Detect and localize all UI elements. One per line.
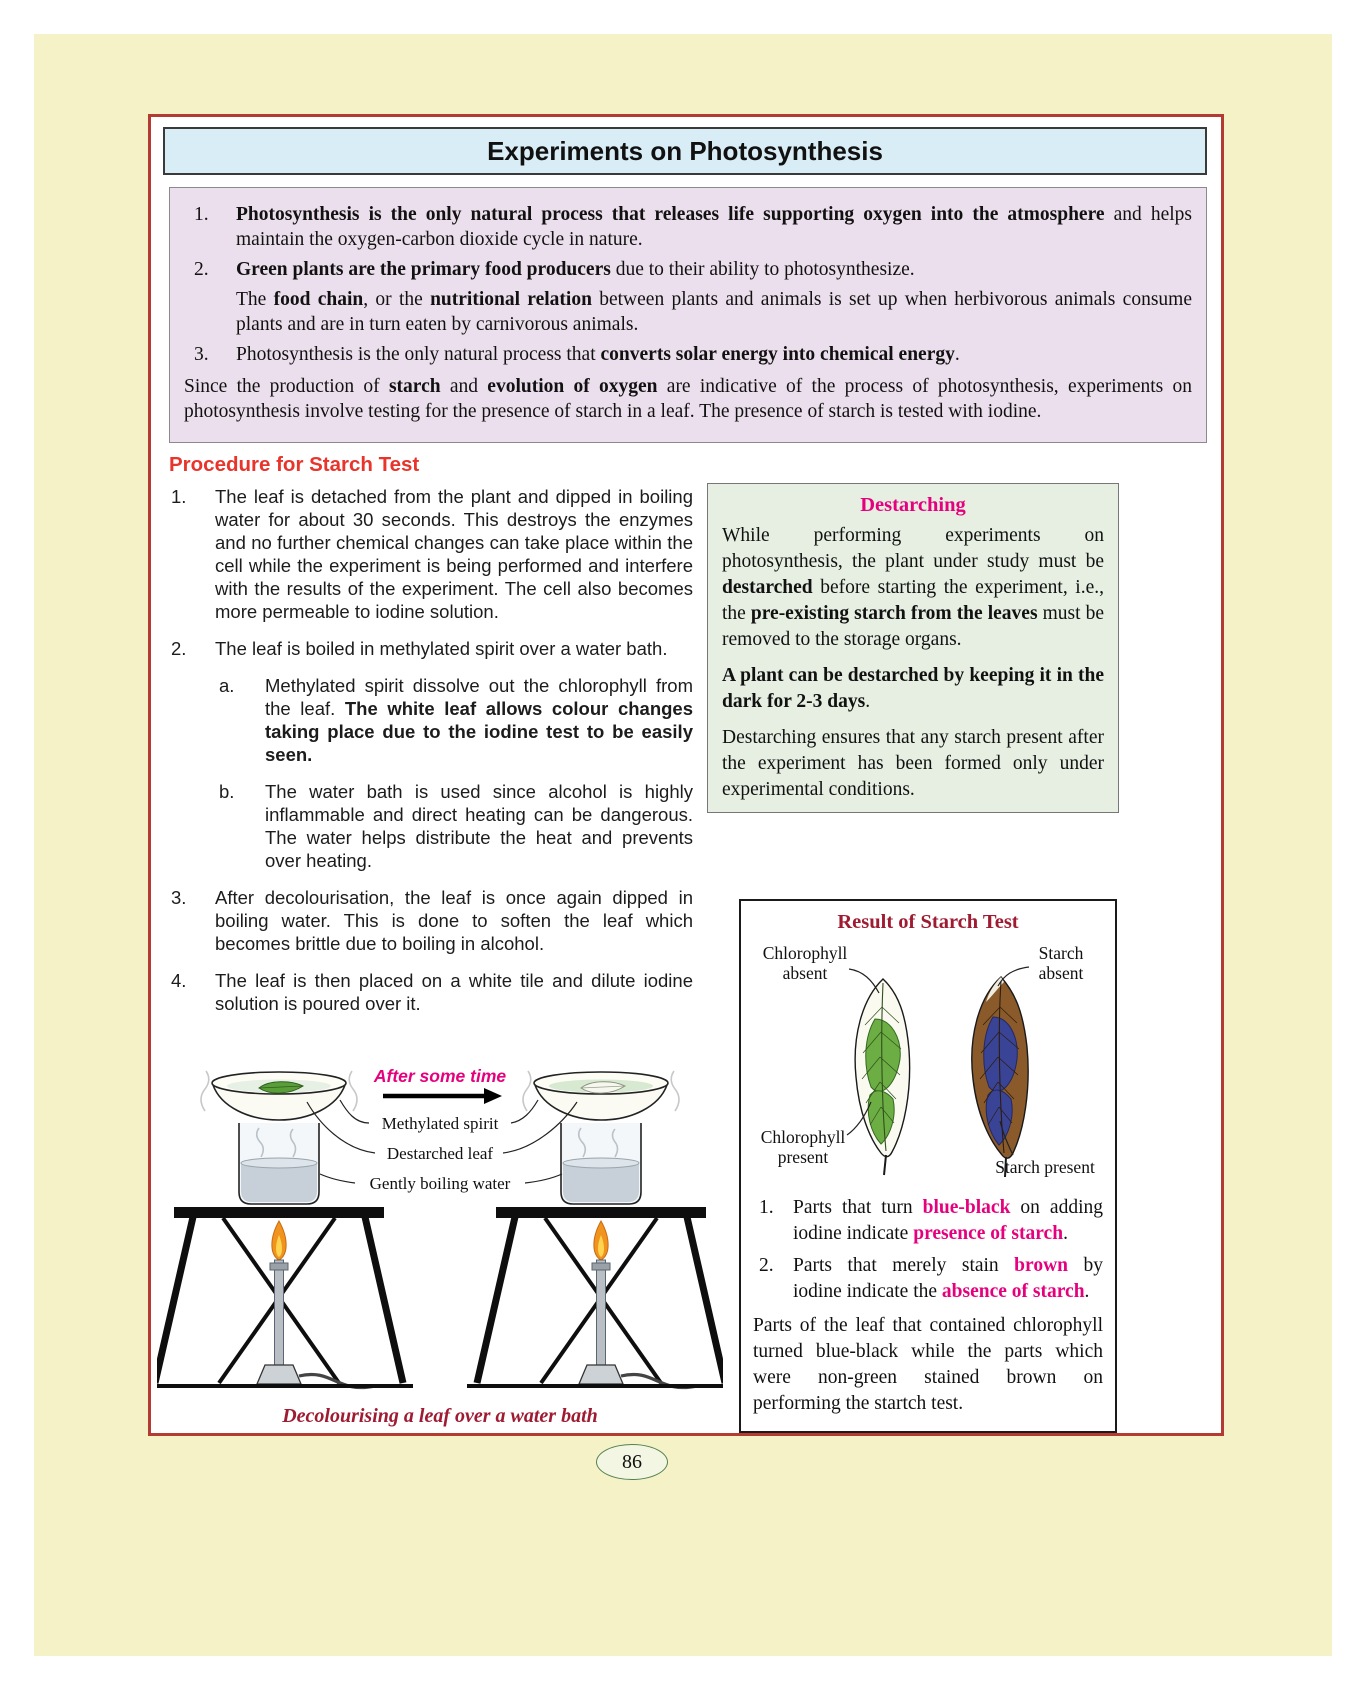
- procedure-step-3: [169, 886, 693, 955]
- starch-test-leaves-diagram: [753, 937, 1105, 1189]
- leader-line: [525, 1174, 562, 1183]
- starch-absent-label: Starch: [1038, 943, 1084, 963]
- text-segment: between plants and animals is set up when herbivorous animals consume plants and are in turn eaten by carnivorous animals.: [236, 289, 1192, 335]
- starch-absent-label: absent: [1038, 963, 1084, 983]
- leaf-stem: [884, 1155, 886, 1175]
- gently-boiling-water-label: Gently boiling water: [369, 1174, 511, 1193]
- chlorophyll-absent-label: Chlorophyll: [762, 943, 848, 963]
- text-segment: before starting the experiment, i.e., the: [722, 577, 1104, 624]
- text-segment: The leaf is boiled in methylated spirit over a water bath.: [215, 638, 668, 659]
- text-segment: pre-existing starch from the leaves: [750, 603, 1038, 624]
- text-segment: brown: [1014, 1255, 1068, 1276]
- leader-line: [320, 1174, 355, 1183]
- item-number: 3.: [194, 344, 209, 365]
- item-text: [236, 287, 1192, 337]
- substep-letter: b.: [219, 781, 235, 802]
- step-text: [215, 886, 693, 955]
- text-segment: absence of starch: [941, 1281, 1085, 1302]
- text-segment: and: [440, 376, 488, 397]
- chlorophyll-absent-label: absent: [782, 963, 828, 983]
- leader-line: [511, 1100, 538, 1123]
- text-segment: destarched: [722, 577, 813, 598]
- procedure-list: [169, 485, 693, 1029]
- result-title: Result of Starch Test: [837, 911, 1019, 933]
- text-segment: .: [954, 344, 960, 365]
- procedure-heading: Procedure for Starch Test: [169, 453, 420, 476]
- point-number: 1.: [759, 1197, 774, 1218]
- arrow-head-icon: [484, 1088, 502, 1104]
- procedure-step-2: [169, 637, 693, 660]
- after-some-time-label: After some time: [373, 1067, 507, 1086]
- title-banner: [163, 127, 1207, 175]
- substep-text: [265, 674, 693, 766]
- intro-footer: [184, 374, 1192, 424]
- key-point-2: [184, 257, 1192, 282]
- text-segment: Destarching ensures that any starch present after the experiment has been formed only under experimental conditions.: [722, 727, 1104, 800]
- destarched-leaf-label: Destarched leaf: [386, 1144, 494, 1163]
- text-segment: .: [865, 691, 871, 712]
- text-segment: on adding iodine indicate: [793, 1197, 1104, 1244]
- step-number: 4.: [171, 970, 187, 991]
- procedure-step-2a: [169, 674, 693, 766]
- step-text: [215, 485, 693, 623]
- result-point-1: [753, 1195, 1103, 1247]
- text-segment: must be removed to the storage organs.: [722, 603, 1104, 650]
- water-bath-diagram: [157, 1067, 723, 1401]
- content-frame: [148, 114, 1224, 1436]
- water-bath-figure: [157, 1067, 723, 1401]
- text-segment: A plant can be destarched by keeping it in the dark for 2-3 days: [722, 665, 1104, 712]
- page-number: 86: [622, 1450, 642, 1473]
- text-segment: The white leaf allows colour changes taking place due to the iodine test to be easily seen.: [265, 698, 694, 765]
- text-segment: Parts of the leaf that contained chlorophyll turned blue-black while the parts which were non-green stained brown on performing the startch test.: [753, 1315, 1103, 1414]
- destarching-box: [707, 483, 1119, 813]
- methylated-spirit-label: Methylated spirit: [381, 1114, 499, 1133]
- item-number: 2.: [194, 259, 209, 280]
- key-point-2-continued: [184, 287, 1192, 337]
- step-number: 3.: [171, 887, 187, 908]
- text-segment: , or the: [363, 289, 431, 310]
- result-summary: [753, 1313, 1103, 1417]
- figure-caption: Decolourising a leaf over a water bath: [282, 1405, 598, 1427]
- substep-letter: a.: [219, 675, 235, 696]
- text-segment: food chain: [273, 289, 364, 310]
- step-number: 2.: [171, 638, 187, 659]
- point-number: 2.: [759, 1255, 774, 1276]
- leader-line: [340, 1100, 369, 1123]
- item-text: [236, 257, 1192, 282]
- text-segment: After decolourisation, the leaf is once again dipped in boiling water. This is done to soften the leaf which becomes brittle due to boiling in alcohol.: [215, 887, 693, 954]
- text-segment: The leaf is then placed on a white tile and dilute iodine solution is poured over it.: [215, 970, 693, 1014]
- result-point-2: [753, 1253, 1103, 1305]
- text-segment: The water bath is used since alcohol is highly inflammable and direct heating can be dangerous. The water helps distribute the heat and prevents over heating.: [265, 781, 693, 871]
- text-segment: nutritional relation: [430, 289, 592, 310]
- destarching-paragraph: [722, 725, 1104, 803]
- result-box: [739, 899, 1117, 1433]
- text-segment: by iodine indicate the: [793, 1255, 1103, 1302]
- setup-before: [157, 1071, 413, 1388]
- procedure-step-2b: [169, 780, 693, 872]
- item-number: 1.: [194, 204, 209, 225]
- point-text: [793, 1253, 1103, 1305]
- text-segment: While performing experiments on photosynthesis, the plant under study must be: [722, 525, 1104, 572]
- page-title: Experiments on Photosynthesis: [487, 135, 883, 166]
- text-segment: and helps maintain the oxygen-carbon dioxide cycle in nature.: [236, 204, 1192, 250]
- text-segment: presence of starch: [913, 1223, 1064, 1244]
- text-segment: starch: [388, 376, 441, 397]
- text-segment: Since the production of: [184, 376, 389, 397]
- text-segment: The leaf is detached from the plant and dipped in boiling water for about 30 seconds. This destroys the enzymes and no further chemical changes can take place within the cell while the experiment is being performed and interfere with the results of the experiment. The cell also becomes more permeable to iodine solution.: [215, 486, 693, 622]
- key-point-1: [184, 202, 1192, 252]
- chlorophyll-present-label: Chlorophyll: [760, 1127, 846, 1147]
- starch-present-label: Starch present: [995, 1157, 1095, 1177]
- text-segment: .: [1063, 1223, 1068, 1244]
- destarching-title: Destarching: [860, 494, 966, 516]
- text-segment: .: [1084, 1281, 1090, 1302]
- item-text: [236, 342, 1192, 367]
- destarching-paragraph: [722, 523, 1104, 653]
- procedure-step-1: [169, 485, 693, 623]
- text-segment: Photosynthesis is the only natural process that releases life supporting oxygen into the atmosphere: [236, 204, 1105, 225]
- setup-after: [467, 1071, 723, 1388]
- destarching-paragraph: [722, 663, 1104, 715]
- text-segment: are indicative of the process of photosynthesis, experiments on photosynthesis involve testing for the presence of starch in a leaf. The presence of starch is tested with iodine.: [184, 376, 1193, 422]
- text-segment: Parts that merely stain: [793, 1255, 1015, 1276]
- text-segment: evolution of oxygen: [487, 376, 658, 397]
- text-segment: Green plants are the primary food producers: [236, 259, 611, 280]
- text-segment: Methylated spirit dissolve out the chlorophyll from the leaf.: [265, 675, 693, 719]
- procedure-step-4: [169, 969, 693, 1015]
- point-text: [793, 1195, 1103, 1247]
- text-segment: blue-black: [922, 1197, 1011, 1218]
- text-segment: Parts that turn: [793, 1197, 923, 1218]
- text-segment: converts solar energy into chemical energy: [600, 344, 955, 365]
- step-number: 1.: [171, 486, 187, 507]
- key-point-3: [184, 342, 1192, 367]
- chlorophyll-present-label: present: [777, 1147, 829, 1167]
- text-segment: Photosynthesis is the only natural process that: [236, 344, 601, 365]
- page-number-badge: [596, 1444, 668, 1480]
- step-text: [215, 637, 693, 660]
- item-text: [236, 202, 1192, 252]
- step-text: [215, 969, 693, 1015]
- key-points-box: [169, 187, 1207, 443]
- text-segment: due to their ability to photosynthesize.: [610, 259, 915, 280]
- substep-text: [265, 780, 693, 872]
- text-segment: The: [236, 289, 274, 310]
